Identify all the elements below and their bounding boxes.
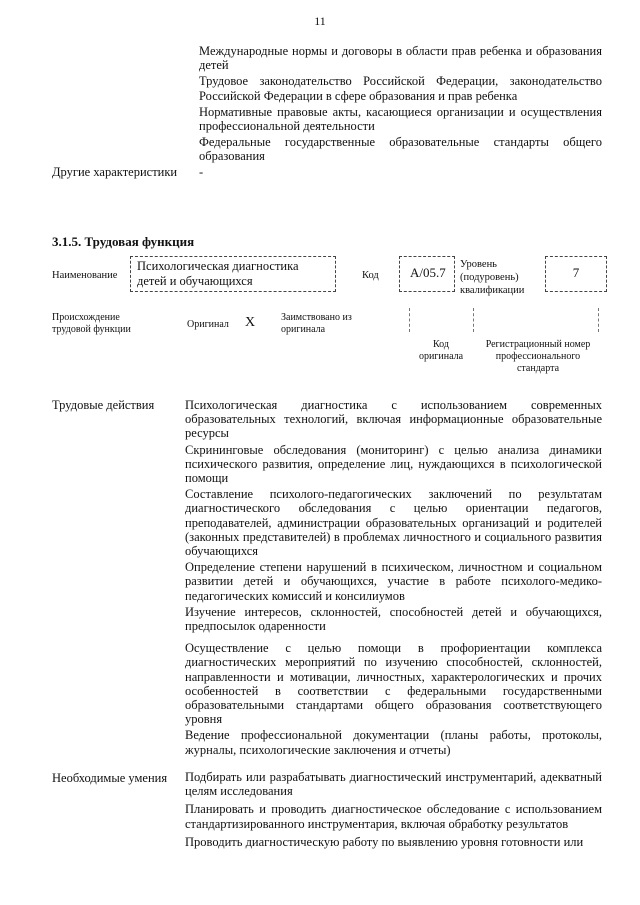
level-box [545,256,607,292]
code-value: A/05.7 [410,265,446,280]
actions-label: Трудовые действия [52,398,155,412]
level-value: 7 [572,265,580,280]
origin-label: Происхождение трудовой функции [52,312,131,335]
divider [598,308,599,332]
other-characteristics-label: Другие характеристики [52,165,178,179]
list-item: Осуществление с целью помощи в профориентации комплекса диагностических мероприятий по изучению способностей, склонностей, направленности и мотивации, личностных, характерологических и прочих особенностей в соответствии с федеральными государственными образовательными стандартами общего образования соответствующего уровня [185,641,602,727]
list-item: Психологическая диагностика с использованием современных образовательных технологий, включая информационные образовательные ресурсы [185,398,602,441]
list-item: Планировать и проводить диагностическое обследование с использованием стандартизированного инструментария, включая обработку результатов [185,802,602,831]
list-item: Изучение интересов, склонностей, способностей детей и обучающихся, предпосылок одаренности [185,604,602,634]
name-box [130,256,336,292]
name-value: Психологическая диагностика детей и обучающихся [137,259,299,288]
list-item: Определение степени нарушений в психическом, личностном и социальном развитии детей и обучающихся, участие в работе психолого-медико-педагогических комиссий и консилиумов [185,560,602,603]
knowledge-list [199,44,602,164]
code-box [399,256,455,292]
code-original-label: Код оригинала [418,339,464,362]
borrowed-label: Заимствовано из оригинала [281,312,352,335]
list-item: Нормативные правовые акты, касающиеся организации и осуществления профессиональной деятельности [199,104,602,134]
divider [473,308,474,332]
list-item: Подбирать или разрабатывать диагностический инструментарий, адекватный целям исследования [185,770,602,799]
name-label: Наименование [52,270,118,281]
list-item: Проводить диагностическую работу по выявлению уровня готовности или [185,834,584,849]
list-item: Ведение профессиональной документации (планы работы, протоколы, журналы, психологические заключения и отчеты) [185,728,602,757]
section-heading: 3.1.5. Трудовая функция [52,234,195,249]
other-characteristics-value: - [199,165,204,179]
skills-label: Необходимые умения [52,771,168,785]
reg-number-label: Регистрационный номер профессионального стандарта [485,339,591,374]
actions-list [185,398,602,757]
code-label: Код [362,270,379,281]
divider [409,308,410,332]
level-label: Уровень (подуровень) квалификации [460,259,525,296]
skills-list [185,770,602,849]
list-item: Скрининговые обследования (мониторинг) с целью анализа динамики психического развития, определение лиц, нуждающихся в психологической помощи [185,442,602,486]
list-item: Федеральные государственные образовательные стандарты общего образования [199,135,602,164]
original-label: Оригинал [187,319,229,330]
page-number: 11 [314,14,326,28]
original-mark: X [245,315,256,330]
list-item: Трудовое законодательство Российской Федерации, законодательство Российской Федерации в сфере образования и прав ребенка [199,74,602,103]
list-item: Международные нормы и договоры в области прав ребенка и образования детей [199,44,602,73]
list-item: Составление психолого-педагогических заключений по результатам диагностического обследования с целью ориентации педагогов, преподавателей, администрации образовательных организаций и родителей (законных представителей) в проблемах личностного и социального развития обучающихся [185,487,602,559]
